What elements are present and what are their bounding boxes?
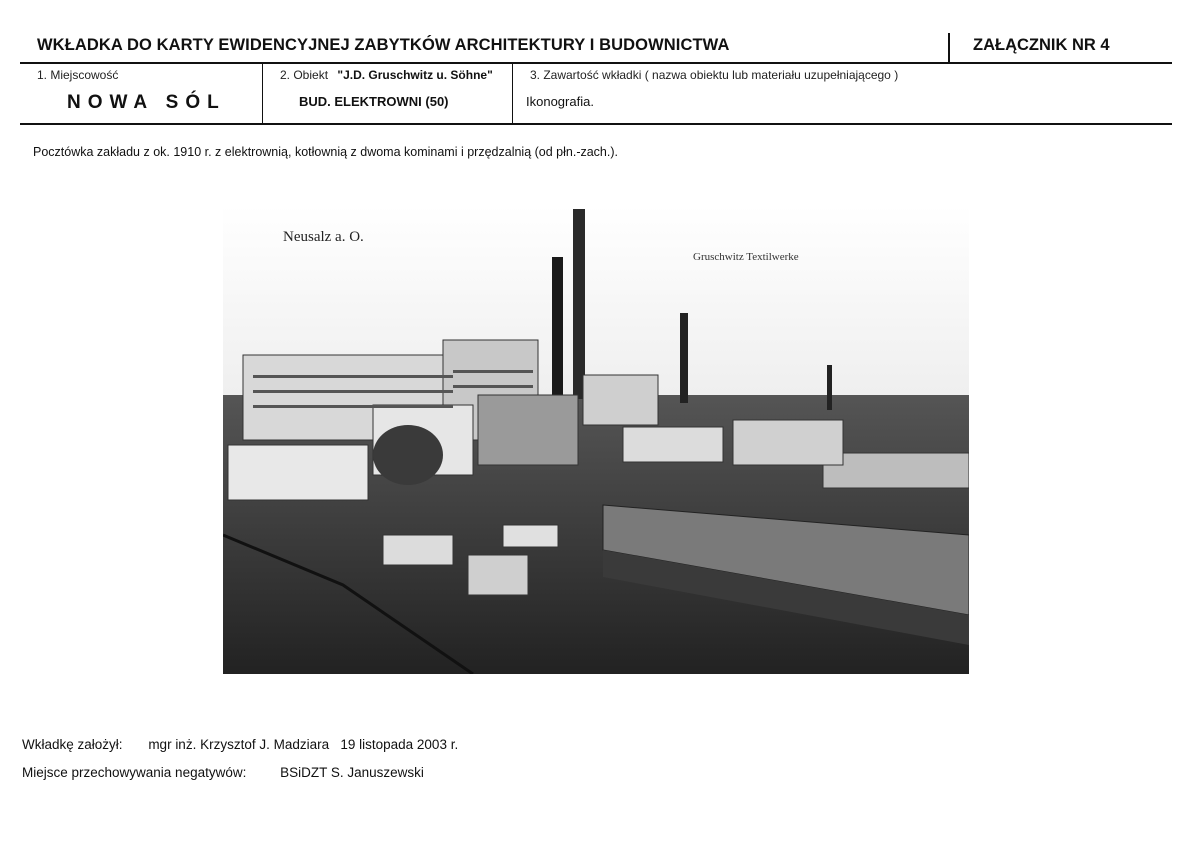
document-title: WKŁADKA DO KARTY EWIDENCYJNEJ ZABYTKÓW ARCHITEKTURY I BUDOWNICTWA (37, 36, 730, 54)
field-divider-1 (262, 63, 263, 124)
chimney-4 (827, 365, 832, 410)
low-building (623, 427, 723, 462)
storage-value: BSiDZT S. Januszewski (280, 765, 424, 780)
created-label: Wkładkę założył: (22, 737, 123, 752)
header-divider (948, 33, 950, 62)
timber-stack-1 (383, 535, 453, 565)
header-rule (20, 62, 1172, 64)
content-value: Ikonografia. (526, 94, 594, 109)
postcard-caption-left: Neusalz a. O. (283, 229, 364, 245)
place-label: 1. Miejscowość (37, 68, 119, 82)
right-building (823, 453, 969, 488)
trees (373, 425, 443, 485)
foreground-shed (228, 445, 368, 500)
storage-row (22, 765, 424, 780)
timber-stack-2 (468, 555, 528, 595)
postcard-caption-right: Gruschwitz Textilwerke (693, 251, 799, 263)
field-divider-2 (512, 63, 513, 124)
spinning-mill (583, 375, 658, 425)
object-value: BUD. ELEKTROWNI (50) (299, 94, 449, 109)
description: Pocztówka zakładu z ok. 1910 r. z elektrownią, kotłownią z dwoma kominami i przędzalnią (od płn.-zach.). (33, 145, 618, 159)
object-name: "J.D. Gruschwitz u. Söhne" (337, 68, 493, 82)
boiler-house (478, 395, 578, 465)
place-value: NOWA SÓL (67, 92, 226, 113)
created-value: mgr inż. Krzysztof J. Madziara 19 listopada 2003 r. (148, 737, 459, 752)
background-buildings (733, 420, 843, 465)
chimney-2 (573, 209, 585, 399)
chimney-3 (680, 313, 688, 403)
chimney-1 (552, 257, 563, 397)
timber-stack-3 (503, 525, 558, 547)
postcard-photo (223, 205, 969, 674)
content-label: 3. Zawartość wkładki ( nazwa obiektu lub materiału uzupełniającego ) (530, 68, 899, 82)
storage-label: Miejsce przechowywania negatywów: (22, 765, 247, 780)
annex-number: ZAŁĄCZNIK NR 4 (973, 36, 1110, 54)
object-label (280, 68, 493, 82)
object-label-text: 2. Obiekt (280, 68, 329, 82)
fields-rule (20, 123, 1172, 125)
created-row (22, 737, 458, 752)
